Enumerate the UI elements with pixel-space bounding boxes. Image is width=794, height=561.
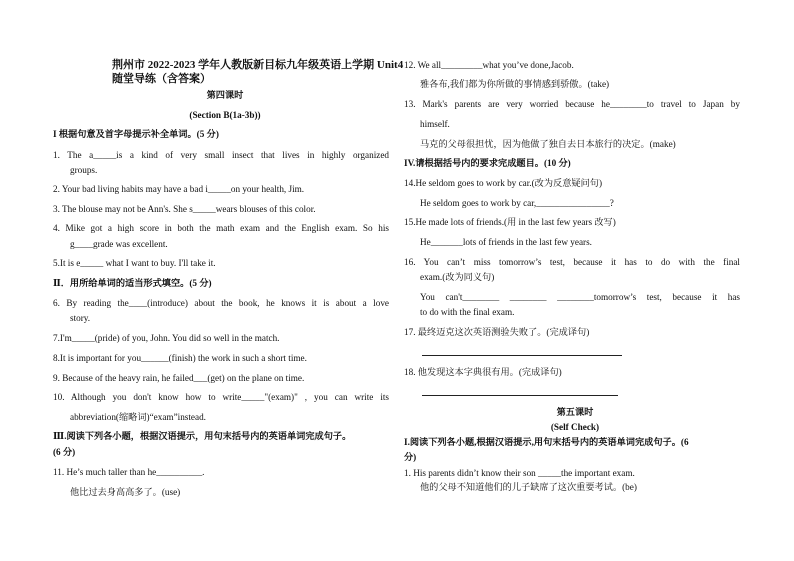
question-11-chinese-hint: 他比过去身高高多了。(use) xyxy=(70,487,181,497)
question-13-chinese-hint: 马克的父母很担忧，因为他做了独自去日本旅行的决定。(make) xyxy=(420,139,676,149)
lesson-heading: 第四课时 xyxy=(206,90,244,100)
question-3: 3. The blouse may not be Ann's. She s_____wears blouses of this color. xyxy=(53,204,316,214)
part4-heading: IV.请根据括号内的要求完成题目。(10 分) xyxy=(404,158,571,168)
worksheet-title-line2: 随堂导练（含答案） xyxy=(112,73,211,85)
question-15: 15.He made lots of friends.(用 in the last few years 改写) xyxy=(404,217,616,227)
question-13-line-a: 13. Mark's parents are very worried because he________to travel to Japan by xyxy=(404,99,740,109)
question-16-answer-line-a: You can't________ ________ ________tomorrow’s test, because it has xyxy=(420,292,740,302)
question-1-line-a: 1. The a_____is a kind of very small insect that lives in highly organized xyxy=(53,150,389,160)
question-6-line-b: story. xyxy=(70,313,91,323)
question-12-chinese-hint: 雅各布,我们都为你所做的事情感到骄傲。(take) xyxy=(420,79,610,89)
part1-heading: I 根据句意及首字母提示补全单词。(5 分) xyxy=(53,129,219,139)
question-7: 7.I'm_____(pride) of you, John. You did so well in the match. xyxy=(53,333,280,343)
question-12: 12. We all_________what you’ve done,Jacob. xyxy=(404,60,574,70)
question-14: 14.He seldom goes to work by car.(改为反意疑问句) xyxy=(404,178,603,188)
question-16-answer-line-b: to do with the final exam. xyxy=(420,307,515,317)
question-13-line-b: himself. xyxy=(420,119,450,129)
question-11: 11. He’s much taller than he__________. xyxy=(53,467,205,477)
lesson5-question-1-chinese-hint: 他的父母不知道他们的儿子缺席了这次重要考试。(be) xyxy=(420,482,637,492)
lesson5-question-1: 1. His parents didn’t know their son _____the important exam. xyxy=(404,468,635,478)
lesson5-subtitle: (Self Check) xyxy=(550,422,600,432)
question-6-line-a: 6. By reading the____(introduce) about the book, he knows it is about a love xyxy=(53,298,389,308)
question-2: 2. Your bad living habits may have a bad i_____on your health, Jim. xyxy=(53,184,305,194)
question-5: 5.It is e_____ what I want to buy. I'll take it. xyxy=(53,258,216,268)
question-8: 8.It is important for you______(finish) the work in such a short time. xyxy=(53,353,307,363)
question-10-line-a: 10. Although you don't know how to write_____"(exam)" , you can write its xyxy=(53,392,389,402)
question-18: 18. 他发现这本字典很有用。(完成译句) xyxy=(404,367,562,377)
question-17: 17. 最终迈克这次英语测验失败了。(完成译句) xyxy=(404,327,590,337)
question-16-line-b: exam.(改为同义句) xyxy=(420,272,495,282)
question-17-answer-rule xyxy=(422,355,622,356)
part3-heading-line-a: Ⅲ.阅读下列各小题，根据汉语提示，用句末括号内的英语单词完成句子。 xyxy=(53,431,352,441)
question-4-line-a: 4. Mike got a high score in both the math exam and the English exam. So his xyxy=(53,223,389,233)
worksheet-title-line1: 荆州市 2022-2023 学年人教版新目标九年级英语上学期 Unit4 xyxy=(112,59,404,71)
part2-heading: Ⅱ．用所给单词的适当形式填空。(5 分) xyxy=(53,278,212,288)
lesson5-title: 第五课时 xyxy=(556,407,594,417)
part3-heading-line-b: (6 分) xyxy=(53,447,76,457)
question-1-line-b: groups. xyxy=(70,165,98,175)
question-15-answer-line: He_______lots of friends in the last few years. xyxy=(420,237,592,247)
lesson5-heading-line-a: I.阅读下列各小题,根据汉语提示,用句末括号内的英语单词完成句子。(6 xyxy=(404,437,689,447)
question-18-answer-rule xyxy=(422,395,618,396)
question-9: 9. Because of the heavy rain, he failed___(get) on the plane on time. xyxy=(53,373,305,383)
question-14-answer-line: He seldom goes to work by car,________________? xyxy=(420,198,614,208)
section-heading: (Section B(1a-3b)) xyxy=(189,110,261,120)
question-4-line-b: g____grade was excellent. xyxy=(70,239,168,249)
question-10-line-b: abbreviation(缩略词)“exam”instead. xyxy=(70,412,206,422)
lesson5-heading-line-b: 分) xyxy=(404,452,417,462)
question-16-line-a: 16. You can’t miss tomorrow’s test, because it has to do with the final xyxy=(404,257,740,267)
